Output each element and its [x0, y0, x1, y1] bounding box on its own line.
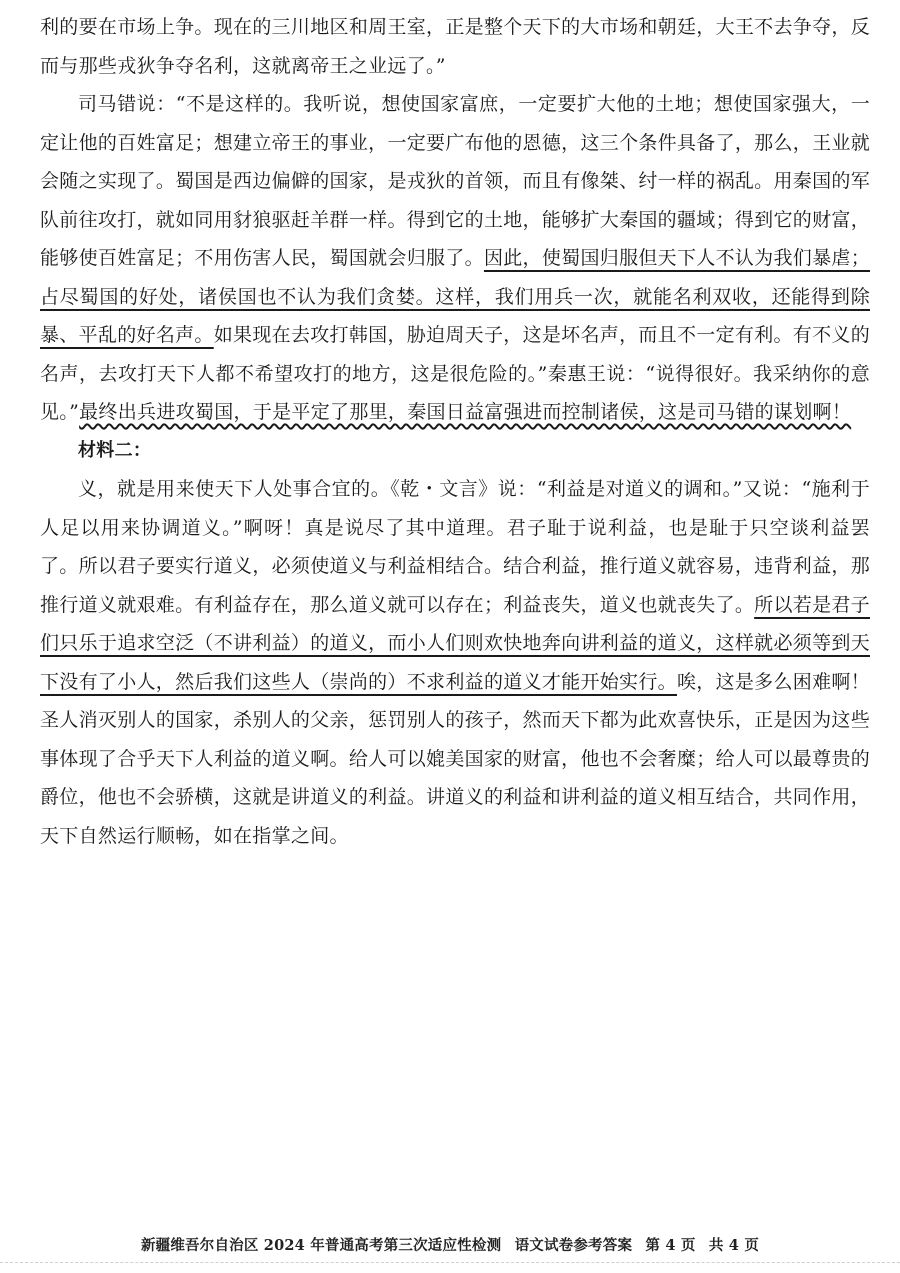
- answer-content: [40, 8, 870, 855]
- text-segment: 利的要在市场上争。现在的三川地区和周王室，正是整个天下的大市场和朝廷，大王不去争夺，反而与那些戎狄争夺名利，这就离帝王之业远了。”: [40, 16, 870, 77]
- underlined-text-segment: 所以若是君子们只乐于追求空泛（不讲利益）的道义，而小人们则欢快地奔向讲利益的道义，这样就必须等到天下没有了小人，然后我们这些人（崇尚的）不求利益的道义才能开始实行。: [40, 593, 870, 693]
- material-two-label: 材料二：: [78, 439, 152, 461]
- paragraph: [40, 85, 870, 432]
- paragraph: [40, 470, 870, 855]
- text-segment: 如果现在去攻打韩国，胁迫周天子，这是坏名声，而且不一定有利。有不义的名声，去攻打天下人都不希望攻打的地方，这是很危险的。”秦惠王说：“说得很好。我采纳你的意见。”: [40, 324, 871, 423]
- footer-subject: 语文试卷参考答案: [514, 1237, 633, 1254]
- footer-divider: [0, 1262, 900, 1263]
- material-one-section: [40, 8, 870, 432]
- text-segment: 唉，这是多么困难啊！圣人消灭别人的国家，杀别人的父亲，惩罚别人的孩子，然而天下都为此欢喜快乐，正是因为这些事体现了合乎天下人利益的道义啊。给人可以媲美国家的财富，他也不会奢糜；给人可以最尊贵的爵位，他也不会骄横，这就是讲道义的利益。讲道义的利益和讲利益的道义相互结合，共同作用，天下自然运行顺畅，如在指掌之间。: [40, 670, 870, 847]
- footer-page-current: 第 4 页: [645, 1237, 696, 1254]
- text-segment: 司马错说：“不是这样的。我听说，想使国家富庶，一定要扩大他的土地；想使国家强大，一定让他的百姓富足；想建立帝王的事业，一定要广布他的恩德，这三个条件具备了，那么，王业就会随之实现了。蜀国是西边偏僻的国家，是戎狄的首领，而且有像桀、纣一样的祸乱。用秦国的军队前往攻打，就如同用豺狼驱赶羊群一样。得到它的土地，能够扩大秦国的疆域；得到它的财富，能够使百姓富足；不用伤害人民，蜀国就会归服了。: [40, 93, 870, 269]
- material-two-section: [40, 470, 870, 855]
- footer-exam-title: 新疆维吾尔自治区 2024 年普通高考第三次适应性检测: [140, 1237, 502, 1254]
- underlined-text-segment: 因此，使蜀国归服但天下人不认为我们暴虐；占尽蜀国的好处，诸侯国也不认为我们贪婪。这样，我们用兵一次，就能名利双收，还能得到除暴、平乱的好名声。: [40, 247, 870, 346]
- wavy-underlined-text-segment: 最终出兵进攻蜀国，于是平定了那里，秦国日益富强进而控制诸侯，这是司马错的谋划啊！: [79, 401, 852, 423]
- paragraph: [40, 8, 870, 85]
- text-segment: 义，就是用来使天下人处事合宜的。《乾・文言》说：“利益是对道义的调和。”又说：“施利于人足以用来协调道义。”啊呀！真是说尽了其中道理。君子耻于说利益，也是耻于只空谈利益罢了。所以君子要实行道义，必须使道义与利益相结合。结合利益，推行道义就容易，违背利益，那推行道义就艰难。有利益存在，那么道义就可以存在；利益丧失，道义也就丧失了。: [40, 478, 870, 616]
- page-footer: [0, 1234, 900, 1255]
- footer-page-total: 共 4 页: [708, 1237, 760, 1254]
